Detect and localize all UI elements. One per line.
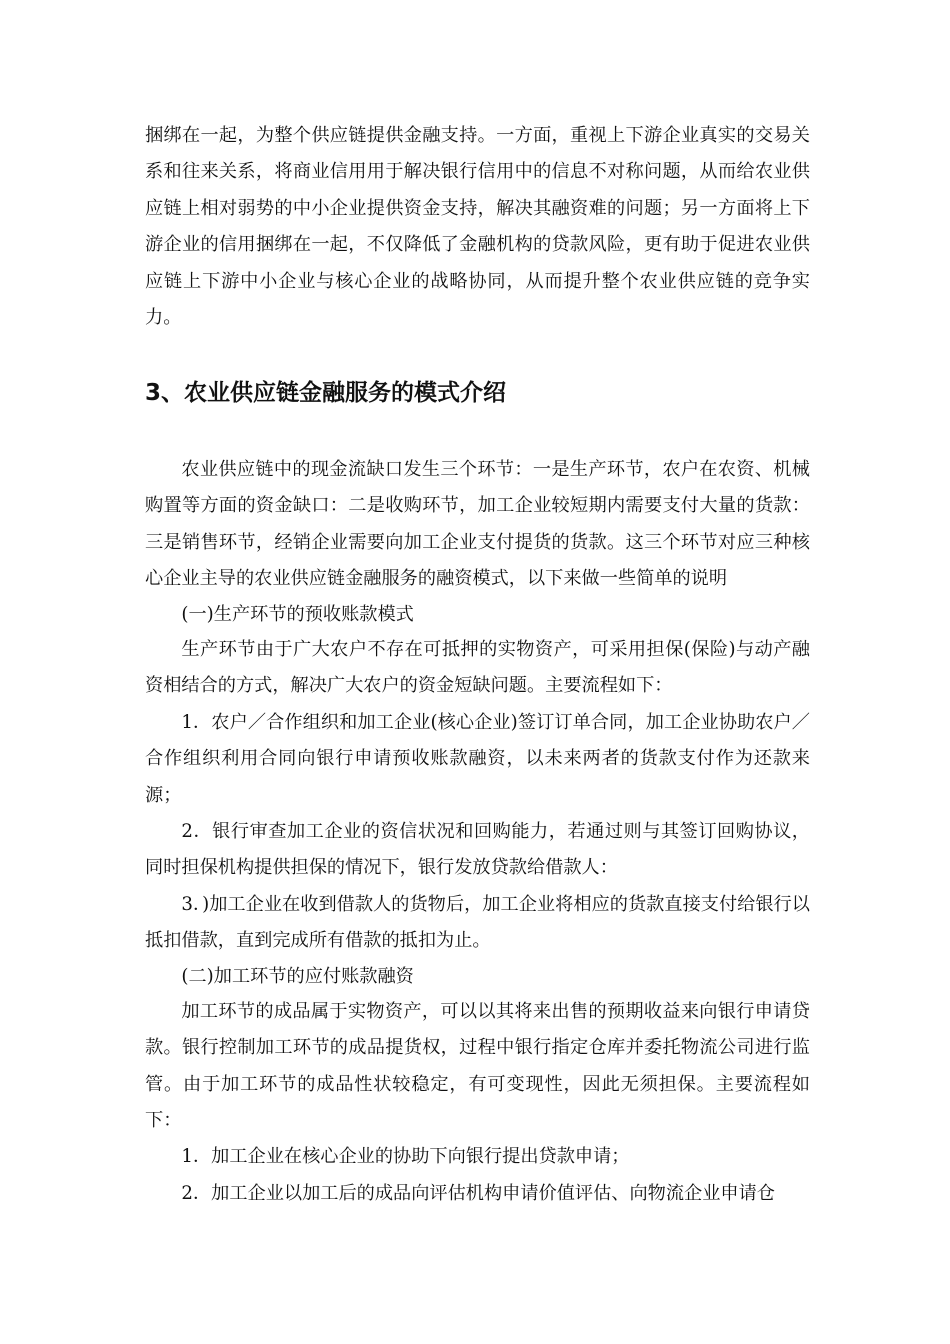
subsection2-step-2: 2．加工企业以加工后的成品向评估机构申请价值评估、向物流企业申请仓 bbox=[181, 1183, 775, 1204]
subsection1-step-2: 2．银行审查加工企业的资信状况和回购能力，若通过则与其签订回购协议，同时担保机构提供担保的情况下，银行发放贷款给借款人： bbox=[145, 821, 810, 879]
subsection1-description: 生产环节由于广大农户不存在可抵押的实物资产，可采用担保(保险)与动产融资相结合的方式，解决广大农户的资金短缺问题。主要流程如下： bbox=[145, 639, 810, 697]
intro-paragraph: 捆绑在一起，为整个供应链提供金融支持。一方面，重视上下游企业真实的交易关系和往来关系，将商业信用用于解决银行信用中的信息不对称问题，从而给农业供应链上相对弱势的中小企业提供资金支持，解决其融资难的问题；另一方面将上下游企业的信用捆绑在一起，不仅降低了金融机构的贷款风险，更有助于促进农业供应链上下游中小企业与核心企业的战略协同，从而提升整个农业供应链的竞争实力。 bbox=[145, 125, 810, 329]
subsection1-step-3: 3．)加工企业在收到借款人的货物后，加工企业将相应的货款直接支付给银行以抵扣借款，直到完成所有借款的抵扣为止。 bbox=[145, 894, 810, 952]
subsection1-title: (一)生产环节的预收账款模式 bbox=[181, 604, 414, 625]
subsection2-title: (二)加工环节的应付账款融资 bbox=[181, 966, 414, 987]
section-intro-paragraph: 农业供应链中的现金流缺口发生三个环节：一是生产环节，农户在农资、机械购置等方面的资金缺口：二是收购环节，加工企业较短期内需要支付大量的货款：三是销售环节，经销企业需要向加工企业支付提货的货款。这三个环节对应三种核心企业主导的农业供应链金融服务的融资模式，以下来做一些简单的说明 bbox=[145, 459, 810, 590]
section-heading: 3、农业供应链金融服务的模式介绍 bbox=[145, 380, 507, 406]
subsection1-step-1: 1．农户／合作组织和加工企业(核心企业)签订订单合同，加工企业协助农户／合作组织利用合同向银行申请预收账款融资，以未来两者的货款支付作为还款来源； bbox=[145, 712, 810, 806]
subsection2-description: 加工环节的成品属于实物资产，可以以其将来出售的预期收益来向银行申请贷款。银行控制加工环节的成品提货权，过程中银行指定仓库并委托物流公司进行监管。由于加工环节的成品性状较稳定，有可变现性，因此无须担保。主要流程如下： bbox=[145, 1001, 810, 1132]
subsection2-step-1: 1．加工企业在核心企业的协助下向银行提出贷款申请； bbox=[181, 1146, 630, 1167]
